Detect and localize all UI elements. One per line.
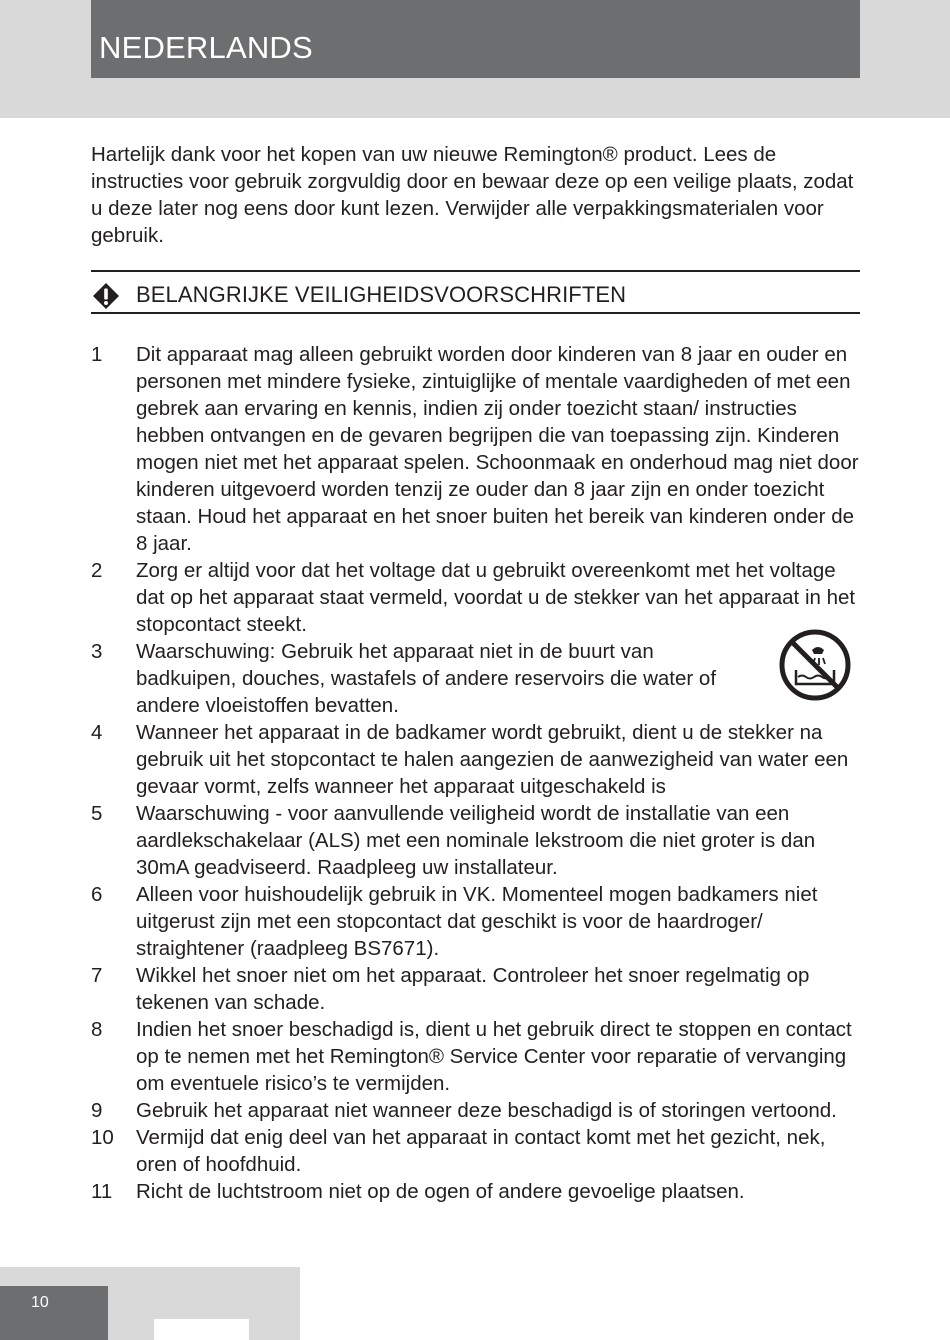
list-item	[91, 800, 866, 881]
item-number: 5	[91, 802, 103, 825]
item-number: 11	[91, 1180, 113, 1203]
list-item	[91, 638, 866, 719]
footer-tab	[154, 1319, 249, 1340]
list-item	[91, 1178, 866, 1205]
item-number: 6	[91, 883, 103, 906]
list-item	[91, 719, 866, 800]
page-number-box	[0, 1286, 108, 1340]
item-text: Wanneer het apparaat in de badkamer wordt gebruikt, dient u de stekker na gebruik uit het stopcontact te halen aangezien de aanwezigheid van water een gevaar vormt, zelfs wanneer het apparaat uitgeschakeld is	[136, 721, 849, 798]
list-item	[91, 1097, 866, 1124]
no-bath-water-icon	[778, 628, 852, 702]
list-item	[91, 341, 866, 557]
item-text: Dit apparaat mag alleen gebruikt worden door kinderen van 8 jaar en ouder en personen met mindere fysieke, zintuiglijke of mentale vaardigheden of met een gebrek aan ervaring en kennis, indien zij onder toezicht staan/ instructies hebben ontvangen en de gevaren begrijpen die van toepassing zijn. Kinderen mogen niet met het apparaat spelen. Schoonmaak en onderhoud mag niet door kinderen uitgevoerd worden tenzij ze ouder dan 8 jaar zijn en onder toezicht staan. Houd het apparaat en het snoer buiten het bereik van kinderen onder de 8 jaar.	[136, 343, 859, 555]
item-number: 9	[91, 1099, 103, 1122]
list-item	[91, 962, 866, 1016]
item-text: Vermijd dat enig deel van het apparaat in contact komt met het gezicht, nek, oren of hoofdhuid.	[136, 1126, 826, 1176]
intro-paragraph: Hartelijk dank voor het kopen van uw nieuwe Remington® product. Lees de instructies voor gebruik zorgvuldig door en bewaar deze op een veilige plaats, zodat u deze later nog eens door kunt lezen. Verwijder alle verpakkingsmaterialen voor gebruik.	[91, 143, 854, 247]
item-number: 4	[91, 721, 103, 744]
item-number: 2	[91, 559, 103, 582]
item-number: 3	[91, 640, 103, 663]
list-item	[91, 557, 866, 638]
item-number: 10	[91, 1126, 114, 1149]
item-text: Wikkel het snoer niet om het apparaat. Controleer het snoer regelmatig op tekenen van schade.	[136, 964, 810, 1014]
item-text: Waarschuwing - voor aanvullende veiligheid wordt de installatie van een aardlekschakelaar (ALS) met een nominale lekstroom die niet groter is dan 30mA geadviseerd. Raadpleeg uw installateur.	[136, 802, 816, 879]
list-item	[91, 1016, 866, 1097]
language-title: NEDERLANDS	[99, 30, 313, 65]
warning-diamond-icon	[92, 282, 120, 310]
section-rule-top	[91, 270, 860, 272]
page-number: 10	[31, 1294, 49, 1311]
item-number: 1	[91, 343, 103, 366]
item-text: Waarschuwing: Gebruik het apparaat niet in de buurt van badkuipen, douches, wastafels of andere reservoirs die water of andere vloeistoffen bevatten.	[136, 640, 717, 717]
item-text: Zorg er altijd voor dat het voltage dat u gebruikt overeenkomt met het voltage dat op het apparaat staat vermeld, voordat u de stekker van het apparaat in het stopcontact steekt.	[136, 559, 856, 636]
safety-instructions-list	[91, 341, 866, 1205]
language-header-bar	[91, 0, 860, 78]
list-item	[91, 881, 866, 962]
section-title: BELANGRIJKE VEILIGHEIDSVOORSCHRIFTEN	[136, 282, 627, 307]
item-text: Richt de luchtstroom niet op de ogen of andere gevoelige plaatsen.	[136, 1180, 745, 1203]
item-text: Alleen voor huishoudelijk gebruik in VK. Momenteel mogen badkamers niet uitgerust zijn met een stopcontact dat geschikt is voor de haardroger/ straightener (raadpleeg BS7671).	[136, 883, 818, 960]
item-text: Gebruik het apparaat niet wanneer deze beschadigd is of storingen vertoond.	[136, 1099, 837, 1122]
item-number: 7	[91, 964, 103, 987]
list-item	[91, 1124, 866, 1178]
item-text: Indien het snoer beschadigd is, dient u het gebruik direct te stoppen en contact op te nemen met het Remington® Service Center voor reparatie of vervanging om eventuele risico’s te vermijden.	[136, 1018, 852, 1095]
section-rule-bottom	[91, 312, 860, 314]
item-number: 8	[91, 1018, 103, 1041]
